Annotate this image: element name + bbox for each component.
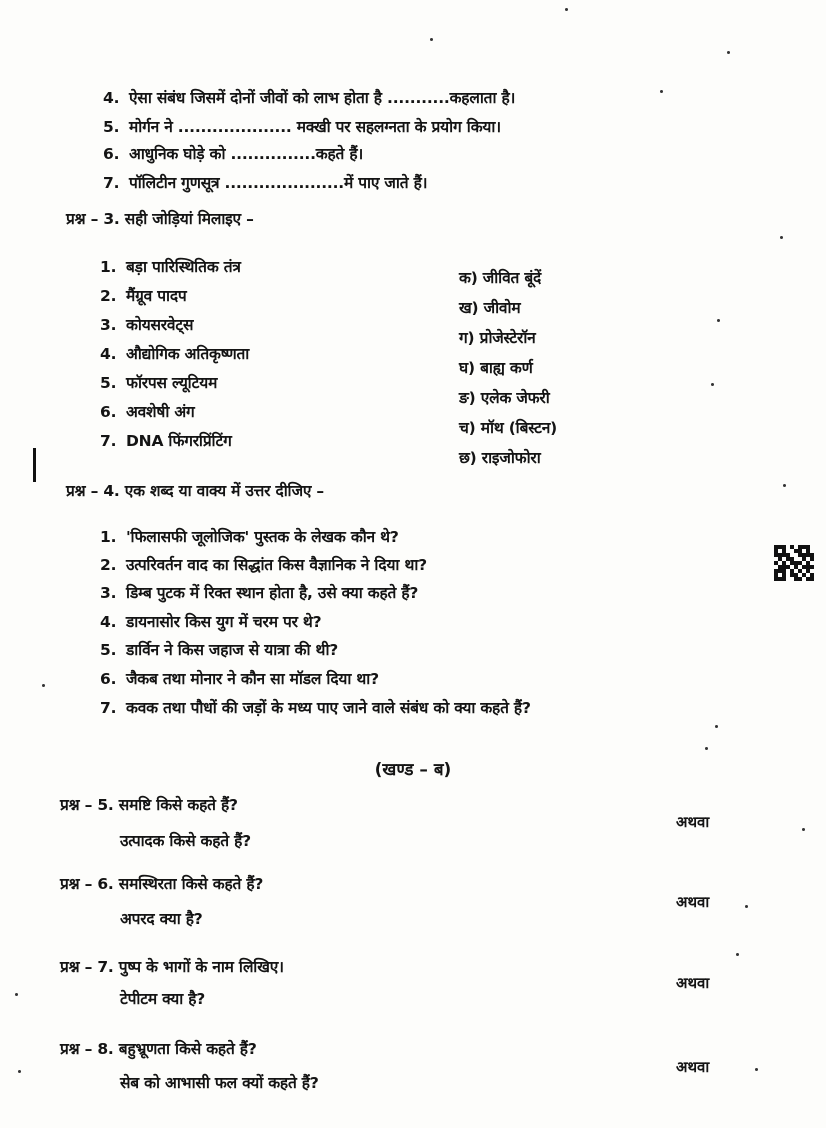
match-right-item: ग) प्रोजेस्टेरॉन [459, 329, 536, 347]
margin-mark [33, 448, 36, 482]
speck [745, 905, 748, 908]
q8-or: अथवा [676, 1058, 710, 1076]
speck [15, 993, 18, 996]
q4-item: 6. जैकब तथा मोनार ने कौन सा मॉडल दिया था? [100, 670, 379, 688]
speck [430, 38, 433, 41]
q4-item: 4. डायनासोर किस युग में चरम पर थे? [100, 613, 322, 631]
speck [565, 8, 568, 11]
q6-or: अथवा [676, 893, 710, 911]
q4-item: 1. 'फिलासफी जूलोजिक' पुस्तक के लेखक कौन थे? [100, 528, 399, 546]
q4-item: 3. डिम्ब पुटक में रिक्त स्थान होता है, उसे क्या कहते हैं? [100, 584, 419, 602]
speck [660, 90, 663, 93]
blank-item: 4. ऐसा संबंध जिसमें दोनों जीवों को लाभ होता है ...........कहलाता है। [103, 89, 516, 107]
speck [727, 51, 730, 54]
q4-item: 2. उत्परिवर्तन वाद का सिद्धांत किस वैज्ञानिक ने दिया था? [100, 556, 427, 574]
q8-question: प्रश्न – 8. बहुभ्रूणता किसे कहते हैं? [60, 1040, 257, 1058]
speck [783, 484, 786, 487]
speck [802, 828, 805, 831]
speck [711, 383, 714, 386]
q8-alternate: सेब को आभासी फल क्यों कहते हैं? [120, 1074, 319, 1092]
speck [18, 1070, 21, 1073]
speck [755, 1068, 758, 1071]
q6-alternate: अपरद क्या है? [120, 910, 203, 928]
speck [717, 319, 720, 322]
speck [705, 747, 708, 750]
blank-item: 5. मोर्गन ने .................... मक्खी पर सहलग्नता के प्रयोग किया। [103, 118, 501, 136]
speck [715, 725, 718, 728]
q7-alternate: टेपीटम क्या है? [120, 990, 206, 1008]
q3-heading: प्रश्न – 3. सही जोड़ियां मिलाइए – [66, 210, 254, 228]
speck [42, 684, 45, 687]
q4-item: 5. डार्विन ने किस जहाज से यात्रा की थी? [100, 641, 339, 659]
q4-item: 7. कवक तथा पौधों की जड़ों के मध्य पाए जाने वाले संबंध को क्या कहते हैं? [100, 699, 531, 717]
match-left-item: 1. बड़ा पारिस्थितिक तंत्र [100, 258, 241, 276]
match-left-item: 7. DNA फिंगरप्रिंटिंग [100, 432, 232, 450]
qr-code-icon [774, 545, 814, 581]
match-right-item: घ) बाह्य कर्ण [459, 359, 533, 377]
q5-or: अथवा [676, 813, 710, 831]
q5-alternate: उत्पादक किसे कहते हैं? [120, 832, 251, 850]
match-right-item: ङ) एलेक जेफरी [459, 389, 550, 407]
q4-heading: प्रश्न – 4. एक शब्द या वाक्य में उत्तर दीजिए – [66, 482, 324, 500]
match-right-item: च) मॉथ (बिस्टन) [459, 419, 557, 437]
match-left-item: 4. औद्योगिक अतिकृष्णता [100, 345, 250, 363]
match-left-item: 3. कोयसरवेट्स [100, 316, 194, 334]
match-right-item: क) जीवित बूंदें [459, 269, 542, 287]
match-left-item: 6. अवशेषी अंग [100, 403, 195, 421]
match-left-item: 2. मैंग्रूव पादप [100, 287, 187, 305]
speck [780, 236, 783, 239]
match-left-item: 5. फॉरपस ल्यूटियम [100, 374, 218, 392]
speck [736, 953, 739, 956]
q6-question: प्रश्न – 6. समस्थिरता किसे कहते हैं? [60, 875, 264, 893]
match-right-item: ख) जीवोम [459, 299, 521, 317]
q5-question: प्रश्न – 5. समष्टि किसे कहते हैं? [60, 796, 238, 814]
match-right-item: छ) राइजोफोरा [459, 449, 541, 467]
blank-item: 7. पॉलिटीन गुणसूत्र .....................में पाए जाते हैं। [103, 174, 428, 192]
q7-or: अथवा [676, 974, 710, 992]
q7-question: प्रश्न – 7. पुष्प के भागों के नाम लिखिए। [60, 958, 284, 976]
section-b-title: (खण्ड – ब) [374, 760, 452, 780]
blank-item: 6. आधुनिक घोड़े को ...............कहते हैं। [103, 145, 364, 163]
